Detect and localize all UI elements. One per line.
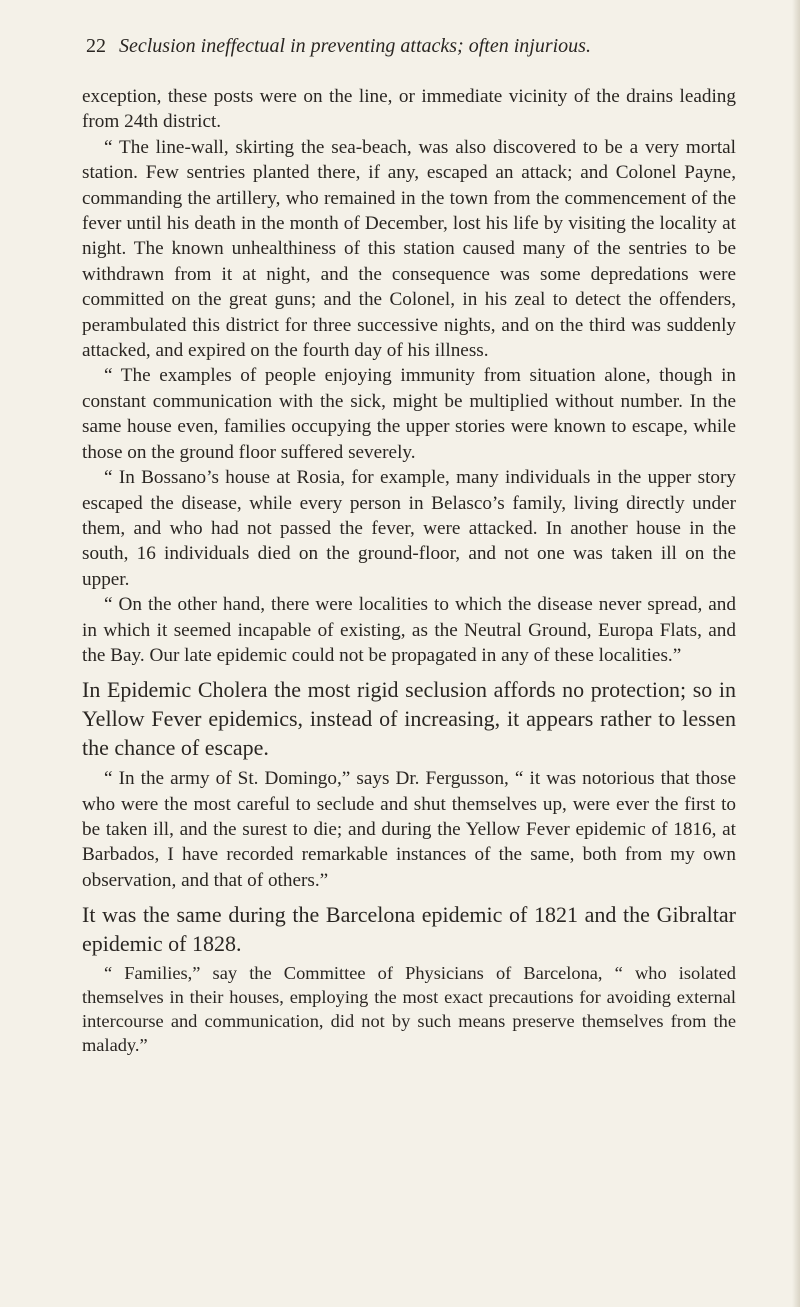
paragraph: “ Families,” say the Committee of Physicians of Barcelona, “ who isolated themselves in their houses, employing the most exact precautions for avoiding external intercourse and communication, did not by such means preserve themselves from the malady.” [82,963,736,1055]
paragraph: “ In the army of St. Domingo,” says Dr. Fergusson, “ it was notorious that those who were the most careful to seclude and shut themselves up, were ever the first to be taken ill, and the surest to die; and during the Yellow Fever epidemic of 1816, at Barbados, I have recorded remarkable instances of the same, both from my own observation, and that of others.” [82,768,736,891]
paragraph: “ In Bossano’s house at Rosia, for example, many individuals in the upper story escaped the disease, while every person in Belasco’s family, living directly under them, and who had not passed the fever, were attacked. In another house in the south, 16 individuals died on the ground-floor, and not one was taken ill on the upper. [82,467,736,590]
side-heading: It was the same during the Barcelona epidemic of 1821 and the Gibraltar epidemic of 1828. [82,902,736,956]
page-edge-shadow [792,0,800,1307]
page-body [82,84,736,1058]
running-header [86,32,726,60]
page-number: 22 [86,35,106,57]
paragraph: exception, these posts were on the line, or immediate vicinity of the drains leading from 24th district. [82,86,736,133]
paragraph: “ The examples of people enjoying immunity from situation alone, though in constant communication with the sick, might be multiplied without number. In the same house even, families occupying the upper stories were known to escape, while those on the ground floor suffered severely. [82,365,736,463]
side-heading: In Epidemic Cholera the most rigid seclusion affords no protection; so in Yellow Fever epidemics, instead of increasing, it appears rather to lessen the chance of escape. [82,677,736,760]
running-title: Seclusion ineffectual in preventing attacks; often injurious. [119,35,591,57]
paragraph: “ On the other hand, there were localities to which the disease never spread, and in which it seemed incapable of existing, as the Neutral Ground, Europa Flats, and the Bay. Our late epidemic could not be propagated in any of these localities.” [82,594,736,666]
paragraph: “ The line-wall, skirting the sea-beach, was also discovered to be a very mortal station. Few sentries planted there, if any, escaped an attack; and Colonel Payne, commanding the artillery, who remained in the town from the commencement of the fever until his death in the month of December, lost his life by visiting the locality at night. The known unhealthiness of this station caused many of the sentries to be withdrawn from it at night, and the consequence was some depredations were committed on the great guns; and the Colonel, in his zeal to detect the offenders, perambulated this district for three successive nights, and on the third was suddenly attacked, and expired on the fourth day of his illness. [82,136,736,362]
